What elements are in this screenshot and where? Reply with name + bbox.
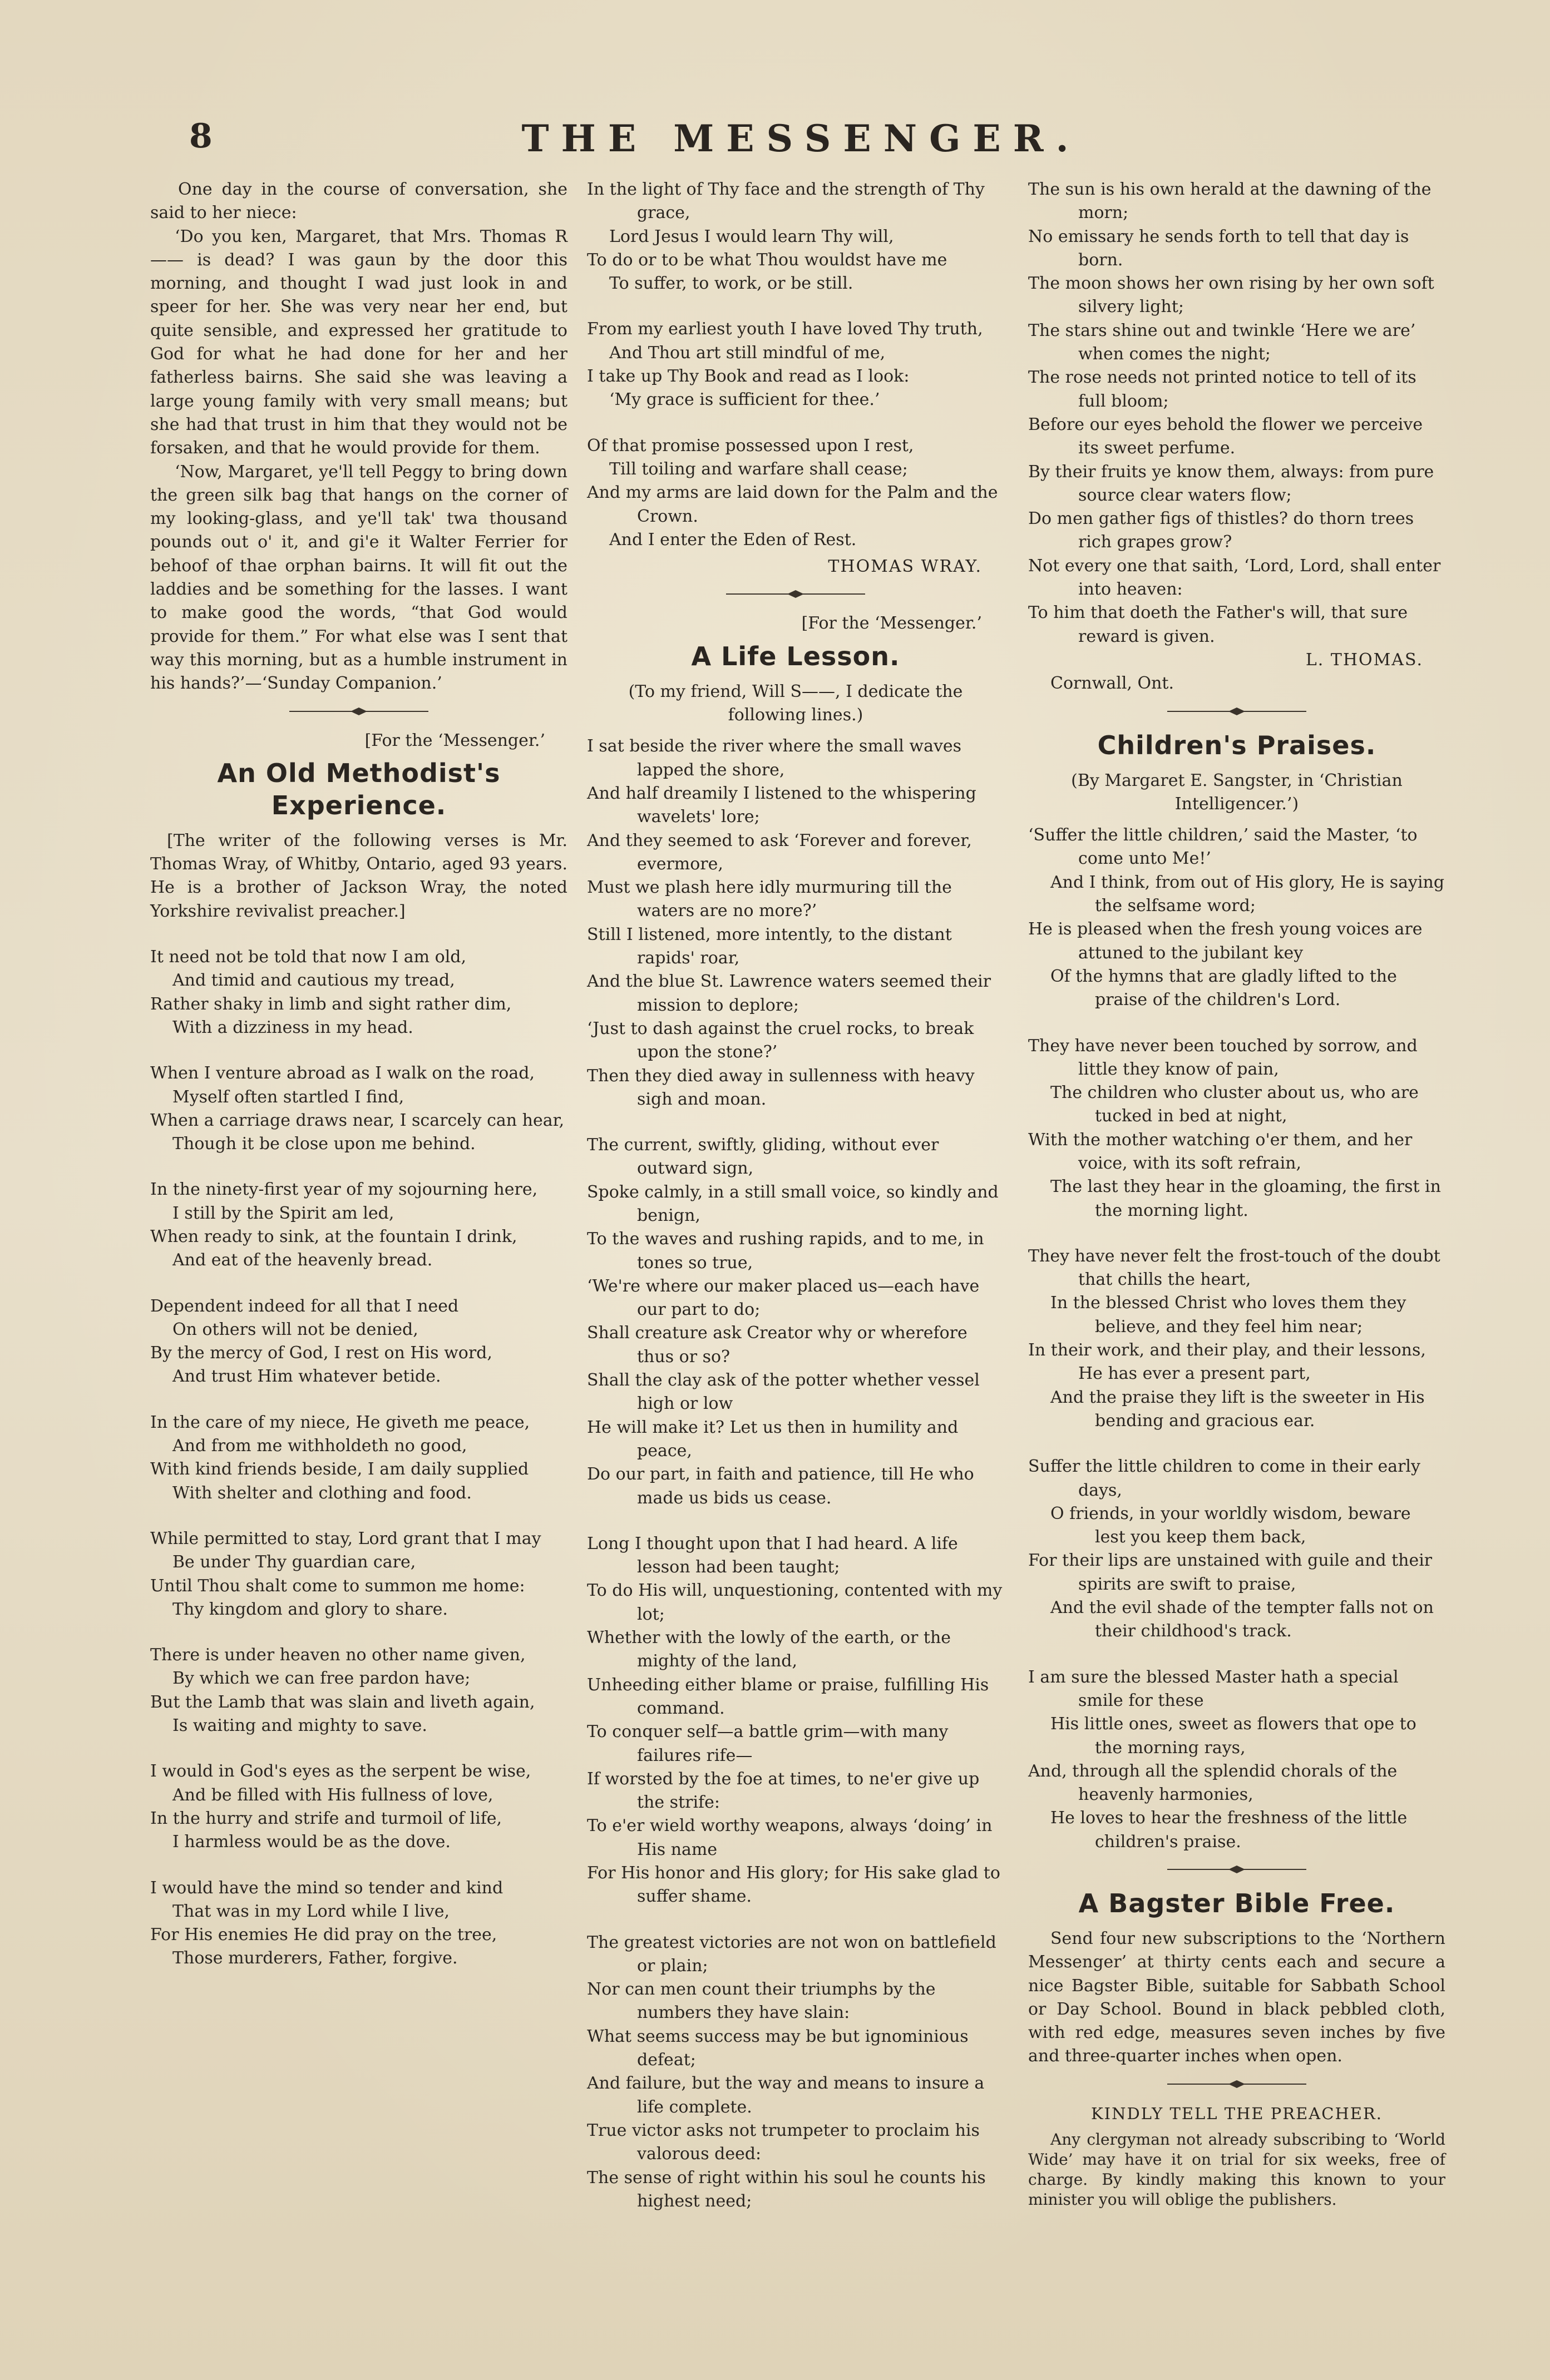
credit-line: [For the ‘Messenger.’ [801, 613, 982, 634]
newspaper-title: THE MESSENGER. [521, 117, 1081, 160]
poem-stanza [150, 946, 567, 1040]
article-title: An Old Methodist's Experience. [217, 758, 501, 820]
poem-line: Until Thou shalt come to summon me home: [150, 1576, 525, 1596]
poem-line: From my earliest youth I have loved Thy truth, [587, 319, 983, 339]
poem-line: I still by the Spirit am led, [172, 1203, 394, 1223]
poem-line: Till toiling and warfare shall cease; [609, 459, 908, 479]
poem-line: With the mother watching o'er them, and her voice, with its soft refrain, [1028, 1130, 1413, 1173]
poem-line: The sun is his own herald at the dawning of the morn; [1028, 180, 1431, 223]
poem-line: And, through all the splendid chorals of the heavenly harmonies, [1028, 1761, 1398, 1805]
poem-line: Unheeding either blame or praise, fulfilling His command. [587, 1675, 989, 1718]
poem-line: For His honor and His glory; for His sake glad to suffer shame. [587, 1863, 1000, 1907]
poem-line: Thy kingdom and glory to share. [172, 1599, 448, 1619]
poem-stanza [1028, 1245, 1445, 1433]
anecdote-paragraph: One day in the course of conversation, she said to her niece: [150, 180, 567, 223]
poem-line: Do men gather figs of thistles? do thorn trees rich grapes grow? [1028, 509, 1414, 552]
poem-line: He loves to hear the freshness of the little children's praise. [1050, 1808, 1408, 1852]
poem-stanza [150, 1760, 567, 1854]
poem-line: Lord Jesus I would learn Thy will, [609, 226, 894, 246]
poem-line: And my arms are laid down for the Palm and the Crown. [587, 483, 998, 526]
poem-line: It need not be told that now I am old, [150, 947, 467, 967]
poem-line: And trust Him whatever betide. [172, 1367, 441, 1387]
poem-stanza [587, 434, 1004, 552]
anecdote-paragraph: ‘Do you ken, Margaret, that Mrs. Thomas R—— is dead? I was gaun by the door this morning, and thought I wad just look in and speer for her. She was very near her end, but quite sensible, and expressed her gratitude to God for what he had done for her and her fatherless bairns. She said she was leaving a large young family with very small means; but she had that trust in him that they would not be forsaken, and that he would provide for them. [150, 226, 567, 458]
poem-line: And I think, from out of His glory, He is saying the selfsame word; [1050, 872, 1445, 916]
poem-line: To e'er wield worthy weapons, always ‘doing’ in His name [587, 1816, 993, 1859]
poem-stanza [587, 1134, 1004, 1510]
poem-line: Shall creature ask Creator why or wherefore thus or so? [587, 1323, 967, 1367]
masthead [150, 117, 1452, 172]
poem-line: To conquer self—a battle grim—with many failures rife— [587, 1722, 949, 1765]
dedication: (To my friend, Will S——, I dedicate the following lines.) [628, 681, 963, 725]
poem-line: I harmless would be as the dove. [172, 1832, 451, 1852]
divider-ornament [726, 588, 865, 600]
poem-line: Though it be close upon me behind. [172, 1134, 476, 1154]
poem-line: His little ones, sweet as flowers that ope to the morning rays, [1050, 1714, 1416, 1758]
poem-line: In the care of my niece, He giveth me peace, [150, 1412, 530, 1432]
poem-line: To do His will, unquestioning, contented with my lot; [587, 1581, 1003, 1624]
offer-title: A Bagster Bible Free. [1078, 1888, 1395, 1918]
poem-signature: THOMAS WRAY. [828, 557, 982, 577]
anecdote-paragraph: ‘Now, Margaret, ye'll tell Peggy to bring down the green silk bag that hangs on the corner of my looking-glass, and ye'll tak' twa thousand pounds out o' it, and gi'e it Walter Ferrier for behoof of thae orphan bairns. It will fit out the laddies and be something for the lasses. I want to make good the words, “that God would provide for them.” For what else was I sent that way this morning, but as a humble instrument in his hands?’—‘Sunday Companion.’ [150, 462, 567, 694]
poem-line: They have never been touched by sorrow, and little they know of pain, [1028, 1036, 1418, 1079]
poem-line: To him that doeth the Father's will, that sure reward is given. [1028, 603, 1408, 646]
poem-stanza [1028, 1035, 1445, 1223]
poem-line: And they seemed to ask ‘Forever and forever, evermore, [587, 830, 972, 874]
poem-line: I would have the mind so tender and kind [150, 1878, 503, 1898]
poem-stanza [1028, 824, 1445, 1012]
column-1 [150, 178, 567, 1993]
poem-line: He will make it? Let us then in humility and peace, [587, 1417, 959, 1461]
poem-line: In the blessed Christ who loves them they believe, and they feel him near; [1050, 1293, 1406, 1337]
article-title: Children's Praises. [1097, 730, 1376, 760]
poem-line: True victor asks not trumpeter to proclaim his valorous deed: [587, 2120, 980, 2164]
divider-ornament [1167, 1864, 1306, 1875]
poem-line: The moon shows her own rising by her own soft silvery light; [1028, 274, 1434, 317]
poem-stanza [587, 178, 1004, 295]
poem-line: I take up Thy Book and read as I look: [587, 367, 910, 387]
poem-line: By which we can free pardon have; [172, 1669, 471, 1689]
poem-line: To the waves and rushing rapids, and to me, in tones so true, [587, 1229, 984, 1273]
poem-line: Do our part, in faith and patience, till He who made us bids us cease. [587, 1464, 974, 1508]
poem-line: By the mercy of God, I rest on His word, [150, 1343, 492, 1363]
poem-stanza [150, 1295, 567, 1389]
divider-ornament [1167, 2079, 1306, 2090]
poem-stanza [150, 1877, 567, 1971]
poem-line: The stars shine out and twinkle ‘Here we are’ when comes the night; [1028, 320, 1416, 364]
poem-line: To suffer, to work, or be still. [609, 274, 853, 294]
poem-line: He is pleased when the fresh young voices are attuned to the jubilant key [1028, 919, 1423, 963]
poem-line: And from me withholdeth no good, [172, 1436, 467, 1456]
poem-stanza [1028, 1666, 1445, 1854]
poem-line: What seems success may be but ignominious defeat; [587, 2026, 969, 2070]
poem-line: Whether with the lowly of the earth, or the mighty of the land, [587, 1628, 951, 1671]
poem-line: I would in God's eyes as the serpent be wise, [150, 1762, 531, 1782]
poem-line: No emissary he sends forth to tell that day is born. [1028, 226, 1409, 270]
poem-line: But the Lamb that was slain and liveth again, [150, 1692, 535, 1712]
poem-stanza [587, 1931, 1004, 2214]
poem-line: And failure, but the way and means to insure a life complete. [587, 2074, 985, 2117]
poem-line: If worsted by the foe at times, to ne'er give up the strife: [587, 1769, 980, 1813]
poem-line: While permitted to stay, Lord grant that I may [150, 1528, 541, 1548]
poem-line: When a carriage draws near, I scarcely can hear, [150, 1110, 565, 1130]
poem-line: Then they died away in sullenness with heavy sigh and moan. [587, 1066, 975, 1109]
poem-line: ‘My grace is sufficient for thee.’ [609, 390, 880, 410]
poem-line: Myself often startled I find, [172, 1087, 404, 1107]
poem-line: Suffer the little children to come in their early days, [1028, 1457, 1420, 1500]
poem-signature: L. THOMAS. [1305, 650, 1423, 670]
poem-line: And I enter the Eden of Rest. [609, 530, 857, 550]
poem-line: With kind friends beside, I am daily supplied [150, 1459, 529, 1480]
divider-ornament [289, 706, 428, 717]
poem-line: The rose needs not printed notice to tell of its full bloom; [1028, 368, 1416, 411]
poem-line: Nor can men count their triumphs by the numbers they have slain: [587, 1980, 936, 2023]
poem-line: Rather shaky in limb and sight rather dim, [150, 994, 512, 1014]
poem-line: Of the hymns that are gladly lifted to the praise of the children's Lord. [1050, 966, 1397, 1010]
divider-ornament [1167, 706, 1306, 717]
poem-line: There is under heaven no other name given, [150, 1645, 526, 1665]
poem-stanza [587, 735, 1004, 1111]
poem-line: The sense of right within his soul he counts his highest need; [587, 2168, 986, 2211]
poem-line: Must we plash here idly murmuring till the waters are no more?’ [587, 878, 952, 921]
notice-text: Any clergyman not already subscribing to ‘World Wide’ may have it on trial for six weeks, free of charge. By kindly making this known to your minister you will oblige the publishers. [1028, 2130, 1445, 2209]
article-title: A Life Lesson. [691, 641, 900, 671]
poem-line: ‘We're where our maker placed us—each have our part to do; [587, 1276, 980, 1320]
poem-line: In the ninety-first year of my sojourning here, [150, 1180, 538, 1200]
poem-line: I sat beside the river where the small waves lapped the shore, [587, 736, 962, 780]
anecdote [150, 178, 567, 696]
poem-line: ‘Just to dash against the cruel rocks, to break upon the stone?’ [587, 1018, 974, 1062]
poem-line: O friends, in your worldly wisdom, beware lest you keep them back, [1050, 1503, 1411, 1547]
poem-line: With a dizziness in my head. [172, 1017, 413, 1037]
poem-line: Is waiting and mighty to save. [172, 1716, 427, 1736]
poem-stanza [150, 1062, 567, 1156]
poem-line: For His enemies He did pray on the tree, [150, 1925, 497, 1945]
notice-title: KINDLY TELL THE PREACHER. [1091, 2104, 1383, 2123]
poem-line: I am sure the blessed Master hath a special smile for these [1028, 1667, 1399, 1710]
poem-line: ‘Suffer the little children,’ said the Master, ‘to come unto Me!’ [1028, 825, 1418, 869]
poem-line: And timid and cautious my tread, [172, 971, 455, 991]
poem-line: Still I listened, more intently, to the distant rapids' roar, [587, 924, 952, 968]
poem-stanza [150, 1178, 567, 1272]
poem-line: When I venture abroad as I walk on the road, [150, 1063, 535, 1083]
poem-line: And the evil shade of the tempter falls not on their childhood's track. [1050, 1598, 1434, 1641]
poem-stanza [587, 318, 1004, 412]
column-3 [1028, 178, 1445, 2210]
poem-line: They have never felt the frost-touch of the doubt that chills the heart, [1028, 1246, 1440, 1290]
poem-line: And Thou art still mindful of me, [609, 343, 886, 363]
poem-line: By their fruits ye know them, always: from pure source clear waters flow; [1028, 462, 1434, 505]
poem-line: The last they hear in the gloaming, the first in the morning light. [1050, 1177, 1441, 1220]
poem-stanza [1028, 178, 1445, 649]
poem-line: On others will not be denied, [172, 1319, 418, 1339]
poem-stanza [150, 1411, 567, 1505]
poem-stanza [587, 1532, 1004, 1909]
poem-stanza [1028, 1455, 1445, 1643]
poem-line: Not every one that saith, ‘Lord, Lord, shall enter into heaven: [1028, 556, 1441, 600]
poem-line: For their lips are unstained with guile and their spirits are swift to praise, [1028, 1551, 1433, 1594]
poem-line: Spoke calmly, in a still small voice, so kindly and benign, [587, 1182, 999, 1225]
poem-line: And be filled with His fullness of love, [172, 1785, 493, 1805]
page-number: 8 [189, 117, 213, 156]
poem-line: Shall the clay ask of the potter whether vessel high or low [587, 1370, 980, 1414]
poem-line: When ready to sink, at the fountain I drink, [150, 1226, 517, 1246]
poem-line: Of that promise possessed upon I rest, [587, 436, 914, 456]
poem-line: Long I thought upon that I had heard. A life lesson had been taught; [587, 1533, 958, 1577]
poem-line: And the blue St. Lawrence waters seemed their mission to deplore; [587, 972, 991, 1015]
poem-line: And the praise they lift is the sweeter in His bending and gracious ear. [1050, 1387, 1425, 1431]
offer-text: Send four new subscriptions to the ‘Northern Messenger’ at thirty cents each and secure a nice Bagster Bible, suitable for Sabbath School or Day School. Bound in black pebbled cloth, with red edge, measures seven inches by five and three-quarter inches when open. [1028, 1929, 1445, 2066]
poem-stanza [150, 1527, 567, 1621]
credit-line: [For the ‘Messenger.’ [364, 730, 545, 750]
poem-line: And eat of the heavenly bread. [172, 1250, 433, 1270]
poem-place: Cornwall, Ont. [1050, 674, 1174, 694]
poem-line: To do or to be what Thou wouldst have me [587, 250, 947, 270]
poem-line: And half dreamily I listened to the whispering wavelets' lore; [587, 783, 976, 827]
editor-note: [The writer of the following verses is Mr. Thomas Wray, of Whitby, Ontario, aged 93 years. He is a brother of Jackson Wray, the noted Yorkshire revivalist preacher.] [150, 830, 567, 921]
poem-line: The current, swiftly, gliding, without ever outward sign, [587, 1135, 939, 1179]
poem-line: That was in my Lord while I live, [172, 1901, 450, 1921]
poem-line: Dependent indeed for all that I need [150, 1296, 459, 1316]
poem-line: Before our eyes behold the flower we perceive its sweet perfume. [1028, 414, 1423, 458]
poem-line: In their work, and their play, and their lessons, He has ever a present part, [1028, 1340, 1426, 1384]
poem-stanza [150, 1644, 567, 1738]
column-2 [587, 178, 1004, 2235]
poem-line: With shelter and clothing and food. [172, 1483, 472, 1503]
poem-line: In the light of Thy face and the strength of Thy grace, [587, 180, 985, 223]
poem-line: In the hurry and strife and turmoil of life, [150, 1808, 502, 1828]
poem-line: The greatest victories are not won on battlefield or plain; [587, 1932, 996, 1976]
poem-line: Be under Thy guardian care, [172, 1552, 416, 1572]
byline: (By Margaret E. Sangster, in ‘Christian Intelligencer.’) [1071, 770, 1403, 814]
poem-line: Those murderers, Father, forgive. [172, 1948, 458, 1968]
poem-line: The children who cluster about us, who are tucked in bed at night, [1050, 1083, 1419, 1126]
